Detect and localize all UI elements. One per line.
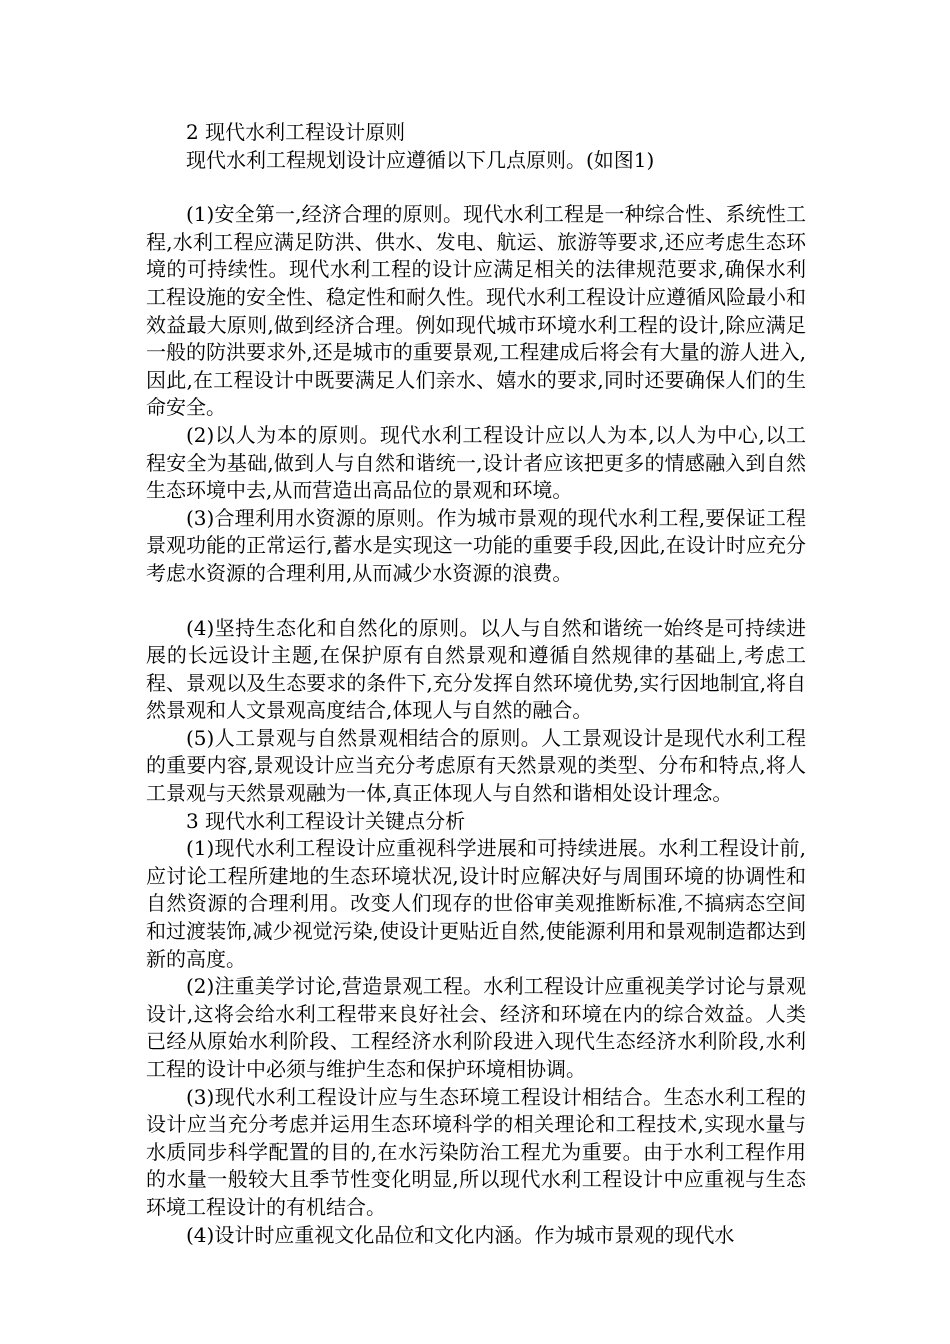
keypoint-1-paragraph: (1)现代水利工程设计应重视科学进展和可持续进展。水利工程设计前,应讨论工程所建地的生态环境状况,设计时应解决好与周围环境的协调性和自然资源的合理利用。改变人们现存的世俗审美观推断标准,不搞病态空间和过渡装饰,减少视觉污染,使设计更贴近自然,使能源利用和景观制造都达到新的高度。 <box>146 836 806 971</box>
document-body <box>146 119 806 1249</box>
principle-3-paragraph: (3)合理利用水资源的原则。作为城市景观的现代水利工程,要保证工程景观功能的正常运行,蓄水是实现这一功能的重要手段,因此,在设计时应充分考虑水资源的合理利用,从而减少水资源的浪费。 <box>146 505 806 585</box>
keypoint-3-paragraph: (3)现代水利工程设计应与生态环境工程设计相结合。生态水利工程的设计应当充分考虑并运用生态环境科学的相关理论和工程技术,实现水量与水质同步科学配置的目的,在水污染防治工程尤为重要。由于水利工程作用的水量一般较大且季节性变化明显,所以现代水利工程设计中应重视与生态环境工程设计的有机结合。 <box>146 1084 806 1219</box>
principle-4-paragraph: (4)坚持生态化和自然化的原则。以人与自然和谐统一始终是可持续进展的长远设计主题,在保护原有自然景观和遵循自然规律的基础上,考虑工程、景观以及生态要求的条件下,充分发挥自然环境优势,实行因地制宜,将自然景观和人文景观高度结合,体现人与自然的融合。 <box>146 615 806 723</box>
keypoint-2-paragraph: (2)注重美学讨论,营造景观工程。水利工程设计应重视美学讨论与景观设计,这将会给水利工程带来良好社会、经济和环境在内的综合效益。人类已经从原始水利阶段、工程经济水利阶段进入现代生态经济水利阶段,水利工程的设计中必须与维护生态和保护环境相协调。 <box>146 974 806 1081</box>
section-3-heading: 3 现代水利工程设计关键点分析 <box>186 808 466 833</box>
keypoint-4-paragraph: (4)设计时应重视文化品位和文化内涵。作为城市景观的现代水 <box>186 1222 735 1247</box>
section-2-heading: 2 现代水利工程设计原则 <box>186 120 406 144</box>
section-2-intro: 现代水利工程规划设计应遵循以下几点原则。(如图1) <box>186 147 655 172</box>
principle-1-paragraph: (1)安全第一,经济合理的原则。现代水利工程是一种综合性、系统性工程,水利工程应满足防洪、供水、发电、航运、旅游等要求,还应考虑生态环境的可持续性。现代水利工程的设计应满足相关的法律规范要求,确保水利工程设施的安全性、稳定性和耐久性。现代水利工程设计应遵循风险最小和效益最大原则,做到经济合理。例如现代城市环境水利工程的设计,除应满足一般的防洪要求外,还是城市的重要景观,工程建成后将会有大量的游人进入,因此,在工程设计中既要满足人们亲水、嬉水的要求,同时还要确保人们的生命安全。 <box>146 202 806 420</box>
principle-5-paragraph: (5)人工景观与自然景观相结合的原则。人工景观设计是现代水利工程的重要内容,景观设计应当充分考虑原有天然景观的类型、分布和特点,将人工景观与天然景观融为一体,真正体现人与自然和谐相处设计理念。 <box>146 725 806 806</box>
principle-2-paragraph: (2)以人为本的原则。现代水利工程设计应以人为本,以人为中心,以工程安全为基础,做到人与自然和谐统一,设计者应该把更多的情感融入到自然生态环境中去,从而营造出高品位的景观和环境。 <box>146 422 806 503</box>
